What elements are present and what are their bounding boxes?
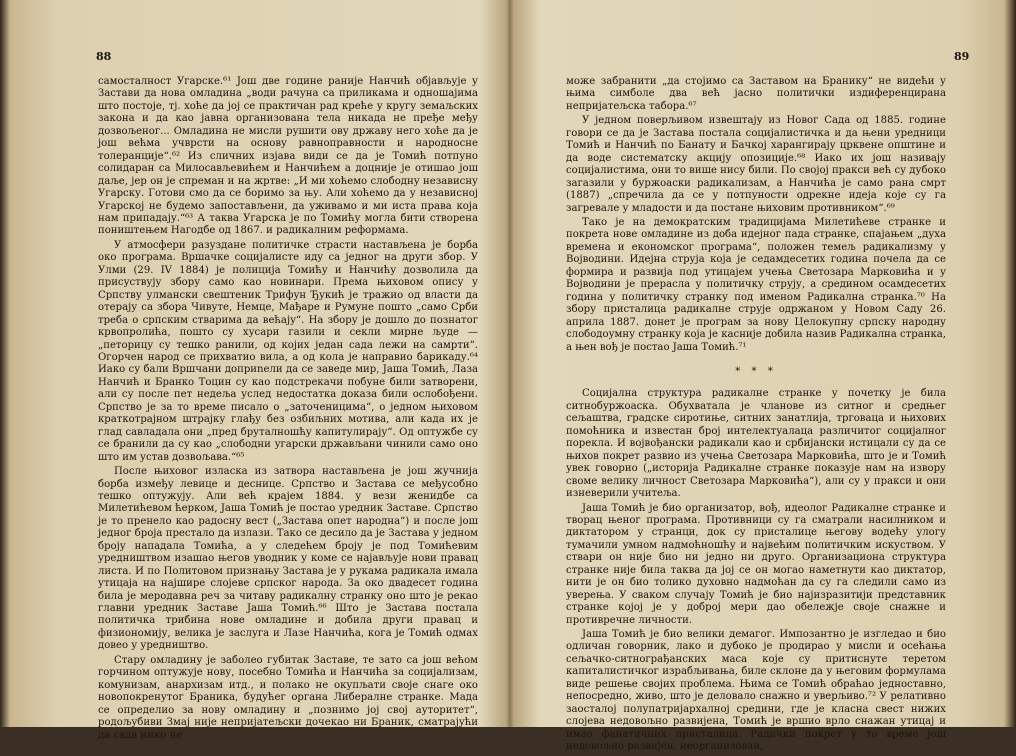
paragraph: Јаша Томић је био велики демагог. Импозантно је изгледао и био одличан говорник, лако и дубоко је продирао у мисли и осећања сељачко-ситнограђанских маса које су притиснуте теретом капиталистичког израбљивања, биле склоне да у његовим формулама виде решење својих проблема. Њима се Томић обраћао једноставно, непосредно, живо, што је деловало снажно и уверљиво.⁷² У релативно заосталој полупатријархалној средини, где је класна свест нижих слојева недовољно развијена, Томић је вршио врло снажан утицај и имао фанатичних присталица. Радички покрет у то време још недовољно развијен, неорганизован,	[566, 629, 946, 753]
paragraph: самосталност Угарске.⁶¹ Још две године раније Нанчић објављује у Застави да нова омладина „води рачуна са приликама и одношајима што постоје, тј. хоће да јој се практичан рад креће у кругу земаљских закона и да као јавна организована тела никада не пређе међу дозвољеног... Омладина не мисли рушити ову државу него хоће да је још већма учврсти на основу равноправности и народносне толеранције“.⁶² Из сличних изјава види се да је Томић потпуно солидаран са Милосављевићем и Нанчићем а доцније је отишао још даље, јер он је спреман и на жртве: „И ми хоћемо слободну независну Угарску. Готови смо да се боримо за њу. Али хоћемо да у независној Угарској не будемо запостављени, да уживамо и ми иста права која нам припадају.“⁶³ А таква Угарска је по Томићу могла бити створена поништењем Нагодбе од 1867. и радикалним реформама.	[98, 76, 478, 237]
page-number-right: 89	[954, 50, 970, 63]
paragraph: може забранити „да стојимо са Заставом на Бранику“ не видећи у њима симболе два већ јасно политички издиференцирана непријатељска табора.⁶⁷	[566, 76, 946, 112]
paragraph: У једном поверљивом извештају из Новог Сада од 1885. године говори се да је Застава постала социјалистичка и да њени уредници Томић и Нанчић по Банату и Бачкој харангирају црквене општине и да воде систематску акцију опозиције.⁶⁸ Иако их још називају социјалистима, они то више нису били. По својој пракси већ су дубоко загазили у буржоаски радикализам, а Нанчића је само рана смрт (1887) „спречила да се у потпуности одрекне идеја које су га загревале у младости и да постане њиховим противником“.⁶⁹	[566, 115, 946, 214]
left-page	[0, 0, 508, 741]
paragraph: Јаша Томић је био организатор, вођ, идеолог Радикалне странке и творац њеног програма. Противници су га сматрали насилником и диктатором у странци, док су присталице његову водећу улогу тумачили умном надмоћношћу и највећим политичким искуством. У ствари он није био ни једно ни друго. Организациона структура странке није била таква да јој се он могао наметнути као диктатор, нити је он био толико духовно надмоћан да су га следили само из уверења. У сваком случају Томић је био најизразитији представник странке којој је у доброј мери дао обележје своје снажне и противречне личности.	[566, 502, 946, 626]
paragraph: После њиховог изласка из затвора настављена је још жучнија борба између левице и деснице. Српство и Застава се међусобно тешко оптужују. Али већ крајем 1884. у вези женидбе са Милетићевом ћерком, Јаша Томић је постао уредник Заставе. Српство је то пренело као радосну вест („Застава опет народна“) и после још једног броја престало да излази. Тако се десило да је Застава у једном броју нападала Томића, а у следећем броју је под Томићевим уредништвом изашао његов уводник у коме се најављује нови правац листа. И по Политовом признању Застава је у рукама радикала имала утицаја на најшире слојеве српског народа. За око двадесет година била је меродавна реч за читаву радикалну странку оно што је рекао главни уредник Заставе Јаша Томић.⁶⁶ Што је Застава постала политичка трибина нове омладине и добила други правац и физиономију, велика је заслуга и Лазе Нанчића, кога је Томић одмах довео у уредништво.	[98, 466, 478, 652]
section-break: * * *	[735, 365, 777, 377]
paragraph: Социјална структура радикалне странке у почетку је била ситнобуржоаска. Обухватала је чланове из ситног и средњег сељаштва, градске сиротиње, ситних занатлија, трговаца и њихових помоћника и известан број интелектуалаца различитог социјалног порекла. И војвођански радикали као и србијански истицали су да се њихов покрет развио из учења Светозара Марковића, што је и Томић увек говорио („историја Радикалне странке показује нам на извору своме велику личност Светозара Марковића“), али су у пракси и они изневерили учитеља.	[566, 388, 946, 500]
left-page-body	[98, 76, 478, 744]
paragraph: Стару омладину је заболео губитак Заставе, те зато са још већом горчином оптужује нову, посебно Томића и Нанчића за социјализам, комунизам, анархизам итд., и полако не окупљати своје снаге око новопокренутог Браника, будућег органа Либералне странке. Мада се определио за нову омладину и „познимо јој свој ауторитет“, родољубиви Змај није непријатељски дочекао ни Браник, сматрајући да сада нико не	[98, 654, 478, 741]
page-number-left: 88	[96, 50, 112, 63]
right-page-body	[566, 76, 946, 756]
paragraph: Тако је на демократским традицијама Милетићеве странке и покрета нове омладине из доба идејног пада странке, спајањем „духа времена и економског програма“, положен темељ радикализму у Војводини. Идејна струја која је седамдесетих година почела да се формира и развија под утицајем учења Светозара Марковића и у Војводини је прерасла у политичку струју, а средином осамдесетих година у политичку странку под именом Радикална странка.⁷⁰ На збору присталица радикалне струје одржаном у Новом Саду 26. априла 1887. донет је програм за нову Целокупну српску народну слободоумну странку која је касније добила назив Радикална странка, а њен вођ је постао Јаша Томић.⁷¹	[566, 216, 946, 353]
right-page	[508, 0, 1016, 753]
paragraph: У атмосфери разуздане политичке страсти настављена је борба око програма. Вршачке социјалисте иду са једног на други збор. У Улми (29. IV 1884) је полиција Томићу и Нанчићу дозволила да присуствују збору само као новинари. Према њиховом опису у Српству улмански свештеник Трифун Ђукић је тражио од власти да отерају са збора Чивуте, Немце, Мађаре и Румуне пошто „само Срби треба о српским стварима да већају“. На збору је дошло до познатог крвопролића, пошто су хусари газили и секли мирне људе — „петорицу су тешко ранили, од којих један сада лежи на самрти“. Огорчен народ се прихватио вила, а од кола је направио барикаду.⁶⁴ Иако су бали Вршчани доприneли да се заведе мир, Јаша Томић, Лаза Нанчић и Бранко Тоцин су као подстрекачи побуне били затворени, али су после пет недеља услед недостатка доказа били ослобођени. Српство је за то време писало о „заточеницима“, о једном њиховом краткотрајном штрајку глађу без озбиљних мотива, али када их је глад савладала они „пред бруталношћу капитулирају“. Од оптужбе су се бранили да су као „слободни угарски држављани чинили само оно што им устав дозвољава.“⁶⁵	[98, 239, 478, 463]
